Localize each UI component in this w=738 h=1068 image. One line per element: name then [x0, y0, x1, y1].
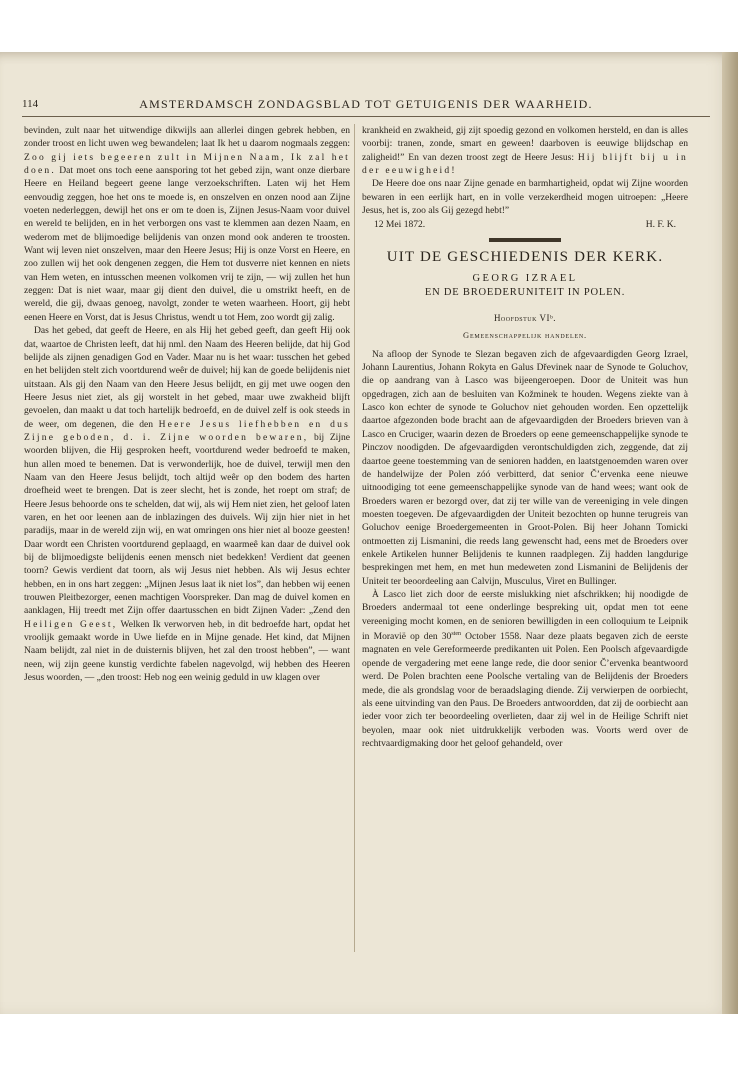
page-edge — [722, 52, 738, 1014]
article-title: GEORG IZRAEL — [472, 272, 578, 284]
page-header — [22, 96, 710, 117]
left-column — [24, 124, 350, 684]
right-p1-text-a: krankheid en zwakheid, gij zijt spoedig gezond en volkomen hersteld, en dan is alles voorbij: tranen, zonde, smart en geween! daarboven is eeuwige blijdschap en zaligheid!” En van dezen troost zegt de Heere Jesus: — [362, 125, 688, 163]
right-paragraph-2: De Heere doe ons naar Zijne genade en barmhartigheid, opdat wij Zijne woorden bewaren in een eerlijk hart, en in volle verzekerdheid mogen uitroepen: „Heere Jesus, het is, zoo als Gij gezegd hebt!” — [362, 178, 688, 217]
right-column — [362, 124, 688, 750]
left-p2-text-e: Welken Ik verworven heb, in dit bedroefde hart, opdat het vroolijk gemaakt worde in Uwe liefde en in Mijne genade. Het kind, dat Mijnen Naam belijdt, zal niet in de duisternis blijven, het zal den troost hebben”, — want neen, wij zijn geene kunstig verdichte fabelen nagevolgd, wij hebben des Heeren Jesus woorden, — „den troost: Heb nog een weinig geduld in uw klagen over — [24, 618, 350, 684]
left-p1-text-a: bevinden, zult naar het uitwendige dikwijls aan allerlei dingen gebrek hebben, en zonder troost en licht uwen weg bewandelen; laat Ik het u daarom nogmaals zeggen: — [24, 125, 350, 150]
right-paragraph-3: Na afloop der Synode te Slezan begaven zich de afgevaardigden Georg Izrael, Johann Laurentius, Johann Rokyta en Galus Dřevinek naar de Synode te Goluchov, die op aandrang van à Lasco was bijeengeroepen. Door de Uniteit was hun opgedragen, zich aan de besluiten van Kožminek te houden. Wegens ziekte van à Lasco kon echter de synode te Goluchov niet gehouden worden. Een opzettelijk daartoe afgezonden bode bracht aan de afgevaardigden der Broeders brieven van à Lasco en Cruciger, waarin dezen de Broeders op eene gemeenschappelijke synode te Pinczov noodigden. De afgevaardigden verontschuldigden zich, zeggende, dat zij daartoe geene toestemming van de senioren hadden, en laatstgenoemden waren over de handelwijze der Polen zóó verbitterd, dat senior Č’ervenka eene nieuwe uitnoodiging tot eene gemeenschappelijke synode van de hand wees; want ook de Broeders waren er bezorgd over, dat zij ter wille van de vereeniging in vele dingen moesten toegeven. De afgevaardigden der Uniteit bezochten op hunne terugreis van Goluchov eenige Broedergemeenten in Groot-Polen. Bij heer Johann Tomicki ontmoetten zij Lismanini, die reeds lang gewenscht had, eens met de Broeders over enkele Artikelen hunner Belijdenis te kunnen raadplegen. Zij hadden langdurige besprekingen met hem, en met hun medeweten zond Lismanini de Belijdenis der Uniteit ter beoordeeling aan Calvijn, Musculus, Viret en Bullinger. — [362, 348, 688, 587]
chapter-subtitle: Gemeenschappelijk handelen. — [463, 329, 587, 340]
left-p2-text-a: Das het gebed, dat geeft de Heere, en als Hij het gebed geeft, dan geeft Hij ook dat, waartoe de Christen leeft, dat hij nml. den Naam des Heeren belijde, dat hij God belijde als zijnen genadigen God en Vader. Maar nu is het waar: tusschen het gebed en het belijden stelt zich voortdurend weêr de duivel; hij kan de goede belijdenis niet uitstaan. Als gij den Naam van den Heere Jesus belijdt, en gij met uwe oogen den Heere Jesus niet ziet, als gij worstelt in het gebed, maar uwe zwakheid blijft gevoelen, dan maakt u dat toch hartelijk bedroefd, en de duivel zelf is ook steeds in de weer, om degenen, die den — [24, 325, 350, 430]
section-title: UIT DE GESCHIEDENIS DER KERK. — [386, 248, 664, 265]
left-p2-text-c: bij Zijne woorden blijven, die Hij gesproken heeft, voortdurend weder bedroefd te maken, hun allen moed te benemen. Dat is verwonderlijk, hoe de duivel, terwijl men den Naam van den Heere Jesus belijdt, toch altijd weêr op den bodem des harten droefheid weet te brengen. Dat is zeer slecht, het is zonde, het roept om straf; de Heere Jesus behoorde ons te schelden, dat wij, als wij Hem niet zien, het geloof laten varen, en het oor leenen aan de inblazingen des duivels. Wij zijn hier niet in het paradijs, maar in de wereld zijn wij, en wat omringen ons hier niet al booze geesten! Daar wordt een Christen voortdurend geplaagd, en waarmeê kan daar de duivel ook bij de blijmoedigste belijdenis eenen mensch niet bedekken! Verdient dat geenen toorn? Gewis verdient dat toorn, als wij Jesus niet hebben. Als wij Jesus echter hebben, en in ons hart zeggen: „Mijnen Jesus laat ik niet los”, dan hebben wij eenen trouwen Pleitbezorger, eenen machtigen Voorspreker. Dan mag de duivel komen en aanklagen, Hij treedt met Zijn offer daartusschen en bidt Zijnen Vader: „Zend den — [24, 431, 350, 617]
left-p2-emphasis: Heere Jesus liefhebben en dus Zijne geboden, d. i. Zijne woorden bewaren, — [24, 418, 350, 443]
sermon-date: 12 Mei 1872. — [374, 219, 426, 231]
right-p1-emphasis: Hij blijft bij u in der eeuwigheid! — [362, 151, 688, 177]
left-p1-text-c: Dat moet ons toch eene aansporing tot het gebed zijn, want onze dierbare Heere en Heiland begeert geene lange verzoekschriften. Laten wij het Hem eenvoudig zeggen, hoe het ons te moede is, en onszelven en onzen nood aan Zijne voeten nederleggen, dewijl het ons er om te doen is, Zijnen Jesus-Naam voor duivel en wereld te belijden, en in het verborgen ons vast te klemmen aan dezen Naam, en wederom met de blijmoedige belijdenis van onzen mond ook anderen te troosten. Want wij leven niet onszelven, maar den Heere Jesus; Hij is onze Vorst en Heere, en zoo zullen wij het ook dengenen zeggen, die Hem tot dusverre niet kennen en niets van Hem weten, en intusschen meenen volkomen vrij te zijn, — wij zullen het hun zeggen: Dat is niet waar, maar gij dient den duivel, die u omstrikt heeft, en de wereld, die gij, dwaas genoeg, navolgt, zonder te weten waarheen. Hoort, gij hebt eenen Heere en Vorst, dat is Jesus Christus, wendt u tot Hem, zoo wordt gij zalig. — [24, 165, 350, 323]
left-p1-emphasis: Zoo gij iets begeeren zult in Mijnen Naam, Ik zal het doen. — [24, 151, 350, 177]
column-divider — [354, 124, 355, 952]
chapter-heading: Hoofdstuk VIᵇ. — [493, 312, 557, 323]
left-paragraph-2 — [24, 324, 350, 684]
right-p4-superscript: sten — [451, 630, 461, 637]
right-paragraph-4 — [362, 588, 688, 750]
article-subtitle: EN DE BROEDERUNITEIT IN POLEN. — [424, 286, 626, 298]
right-paragraph-1 — [362, 124, 688, 177]
left-p2-emphasis-2: Heiligen Geest, — [24, 618, 118, 630]
author-initials: H. F. K. — [645, 219, 676, 231]
right-p4-text-b: October 1558. Naar deze plaats begaven zich de eerste magnaten en vele Gereformeerde predikanten uit Polen. Een Poolsch afgevaardigde opende de vergadering met eene lange rede, die door senior Č’ervenka beantwoord werd. De Polen brachten eene Poolsche vertaling van de Belijdenis der Broeders mede, die als grondslag voor de beraadslaging diende. Zij verwierpen de oorbiecht, als eene uitvinding van den Paus. De Broeders antwoordden, dat zij de oorbiecht aan ieder voor zich ter beoordeeling overlieten, daar zij wel in de Heilige Schrift niet beyolen, maar ook niet uitdrukkelijk verboden was. Voorts werd over de rechtvaardigmaking door het geloof gehandeld, over — [362, 631, 688, 749]
dateline — [362, 218, 688, 231]
left-paragraph-1 — [24, 124, 350, 324]
page-number: 114 — [22, 98, 39, 110]
right-p4-text-a: À Lasco liet zich door de eerste mislukking niet afschrikken; hij noodigde de Broeders andermaal tot eene onderlinge bespreking uit, opdat men tot eene vereeniging mocht komen, en de senioren bewilligden in een colloquium te Leipnik in Moravië op den 30 — [362, 588, 688, 643]
running-title: AMSTERDAMSCH ZONDAGSBLAD TOT GETUIGENIS DER WAARHEID. — [139, 97, 593, 111]
section-rule — [489, 238, 561, 242]
